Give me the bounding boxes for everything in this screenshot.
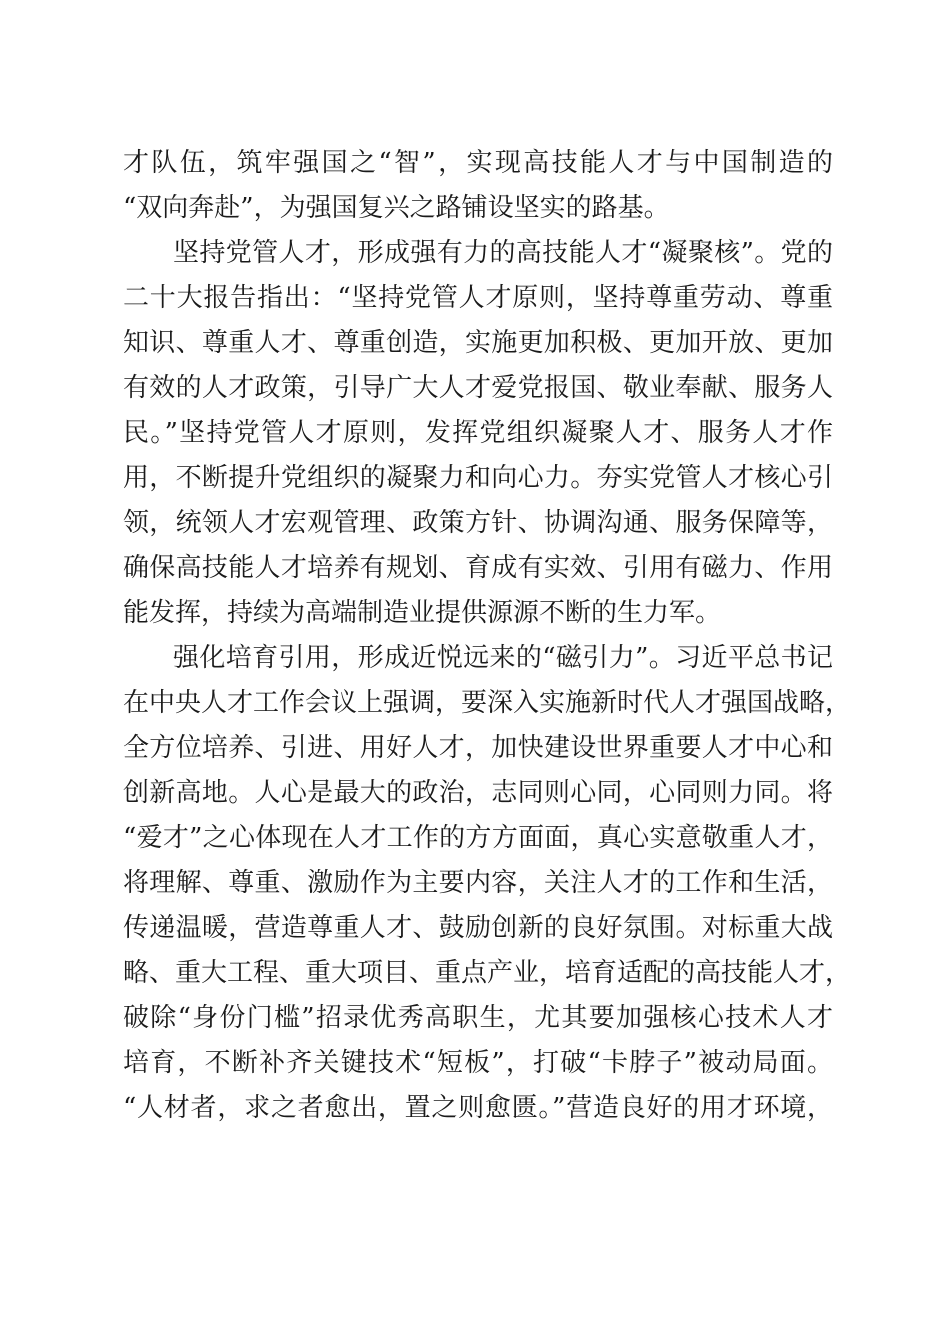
text-line: 略、重大工程、重大项目、重点产业，培育适配的高技能人才， (123, 958, 852, 988)
text-line: 知识、尊重人才、尊重创造，实施更加积极、更加开放、更加 (123, 328, 833, 358)
text-line: 有效的人才政策，引导广大人才爱党报国、敬业奉献、服务人 (123, 373, 833, 403)
text-line: “爱才”之心体现在人才工作的方方面面，真心实意敬重人才， (123, 823, 833, 853)
text-line: 才队伍，筑牢强国之“智”，实现高技能人才与中国制造的 (123, 148, 833, 178)
text-line: 破除“身份门槛”招录优秀高职生，尤其要加强核心技术人才 (123, 1003, 833, 1033)
text-line: 能发挥，持续为高端制造业提供源源不断的生力军。 (123, 598, 722, 628)
text-line: 传递温暖，营造尊重人才、鼓励创新的良好氛围。对标重大战 (123, 913, 833, 943)
text-line: 用，不断提升党组织的凝聚力和向心力。夯实党管人才核心引 (123, 463, 833, 493)
text-line: 创新高地。人心是最大的政治，志同则心同，心同则力同。将 (123, 778, 833, 808)
text-line: 确保高技能人才培养有规划、育成有实效、引用有磁力、作用 (123, 553, 833, 583)
text-line: “双向奔赴”，为强国复兴之路铺设坚实的路基。 (123, 193, 670, 223)
text-line: 二十大报告指出：“坚持党管人才原则，坚持尊重劳动、尊重 (123, 283, 833, 313)
text-line: “人材者，求之者愈出，置之则愈匮。”营造良好的用才环境， (123, 1093, 833, 1123)
text-line: 将理解、尊重、激励作为主要内容，关注人才的工作和生活， (123, 868, 833, 898)
text-line: 培育，不断补齐关键技术“短板”，打破“卡脖子”被动局面。 (123, 1048, 833, 1078)
text-line: 领，统领人才宏观管理、政策方针、协调沟通、服务保障等， (123, 508, 833, 538)
text-line: 在中央人才工作会议上强调，要深入实施新时代人才强国战略， (123, 688, 852, 718)
text-line: 全方位培养、引进、用好人才，加快建设世界重要人才中心和 (123, 733, 833, 763)
text-line: 民。”坚持党管人才原则，发挥党组织凝聚人才、服务人才作 (123, 418, 833, 448)
paragraph-first-line: 强化培育引用，形成近悦远来的“磁引力”。习近平总书记 (173, 643, 833, 673)
paragraph-first-line: 坚持党管人才，形成强有力的高技能人才“凝聚核”。党的 (173, 238, 833, 268)
